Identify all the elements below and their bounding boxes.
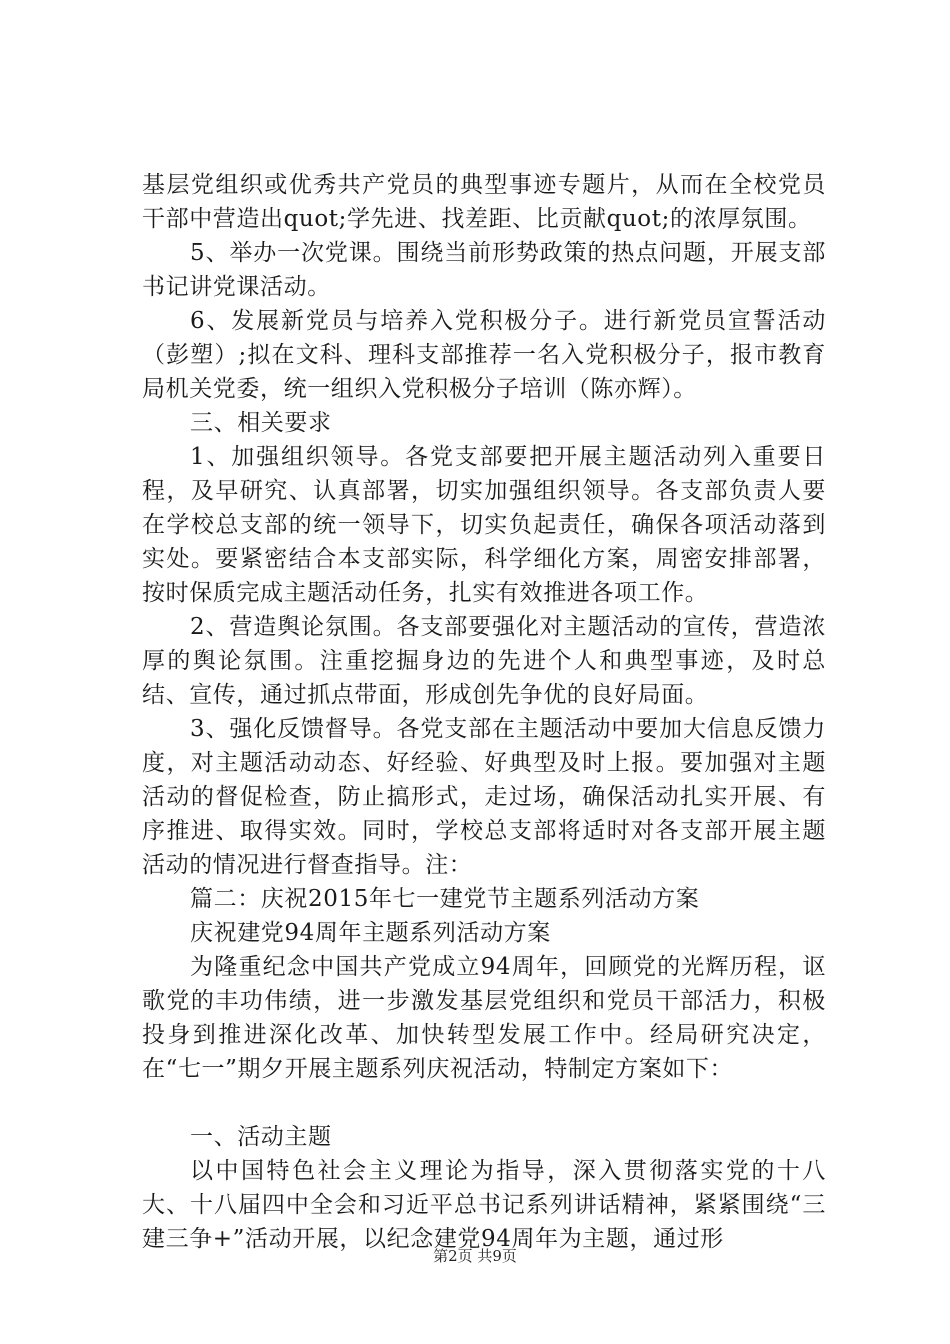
page-number-footer: 第2页 共9页 xyxy=(433,1247,517,1265)
paragraph-activity-theme: 以中国特色社会主义理论为指导，深入贯彻落实党的十八大、十八届四中全会和习近平总书记系列讲话精神，紧紧围绕“三建三争+”活动开展，以纪念建党94周年为主题，通过形 xyxy=(142,1158,826,1252)
paragraph-requirement-1: 1、加强组织领导。各党支部要把开展主题活动列入重要日程，及早研究、认真部署，切实加强组织领导。各支部负责人要在学校总支部的统一领导下，切实负起责任，确保各项活动落到实处。要紧密结合本支部实际，科学细化方案，周密安排部署，按时保质完成主题活动任务，扎实有效推进各项工作。 xyxy=(142,444,826,606)
paragraph-item-6: 6、发展新党员与培养入党积极分子。进行新党员宣誓活动（彭塑）;拟在文科、理科支部推荐一名入党积极分子，报市教育局机关党委，统一组织入党积极分子培训（陈亦辉）。 xyxy=(142,308,826,402)
section-heading-requirements: 三、相关要求 xyxy=(190,410,332,436)
paragraph-requirement-2: 2、营造舆论氛围。各支部要强化对主题活动的宣传，营造浓厚的舆论氛围。注重挖掘身边的先进个人和典型事迹，及时总结、宣传，通过抓点带面，形成创先争优的良好局面。 xyxy=(142,614,826,708)
blank-line xyxy=(142,1086,826,1120)
section-heading-activity-theme: 一、活动主题 xyxy=(190,1124,332,1150)
paragraph-preamble: 为隆重纪念中国共产党成立94周年，回顾党的光辉历程，讴歌党的丰功伟绩，进一步激发基层党组织和党员干部活力，积极投身到推进深化改革、加快转型发展工作中。经局研究决定，在“七一”期夕开展主题系列庆祝活动，特制定方案如下： xyxy=(142,954,826,1082)
paragraph-requirement-3: 3、强化反馈督导。各党支部在主题活动中要加大信息反馈力度，对主题活动动态、好经验、好典型及时上报。要加强对主题活动的督促检查，防止搞形式，走过场，确保活动扎实开展、有序推进、取得实效。同时，学校总支部将适时对各支部开展主题活动的情况进行督查指导。注： xyxy=(142,716,826,878)
document-body xyxy=(142,168,826,1256)
chapter-title-part-two: 篇二：庆祝2015年七一建党节主题系列活动方案 xyxy=(190,886,700,912)
document-subtitle: 庆祝建党94周年主题系列活动方案 xyxy=(190,920,551,946)
paragraph-item-5: 5、举办一次党课。围绕当前形势政策的热点问题，开展支部书记讲党课活动。 xyxy=(142,240,826,300)
paragraph-intro-continuation: 基层党组织或优秀共产党员的典型事迹专题片，从而在全校党员干部中营造出quot;学先进、找差距、比贡献quot;的浓厚氛围。 xyxy=(142,172,826,232)
